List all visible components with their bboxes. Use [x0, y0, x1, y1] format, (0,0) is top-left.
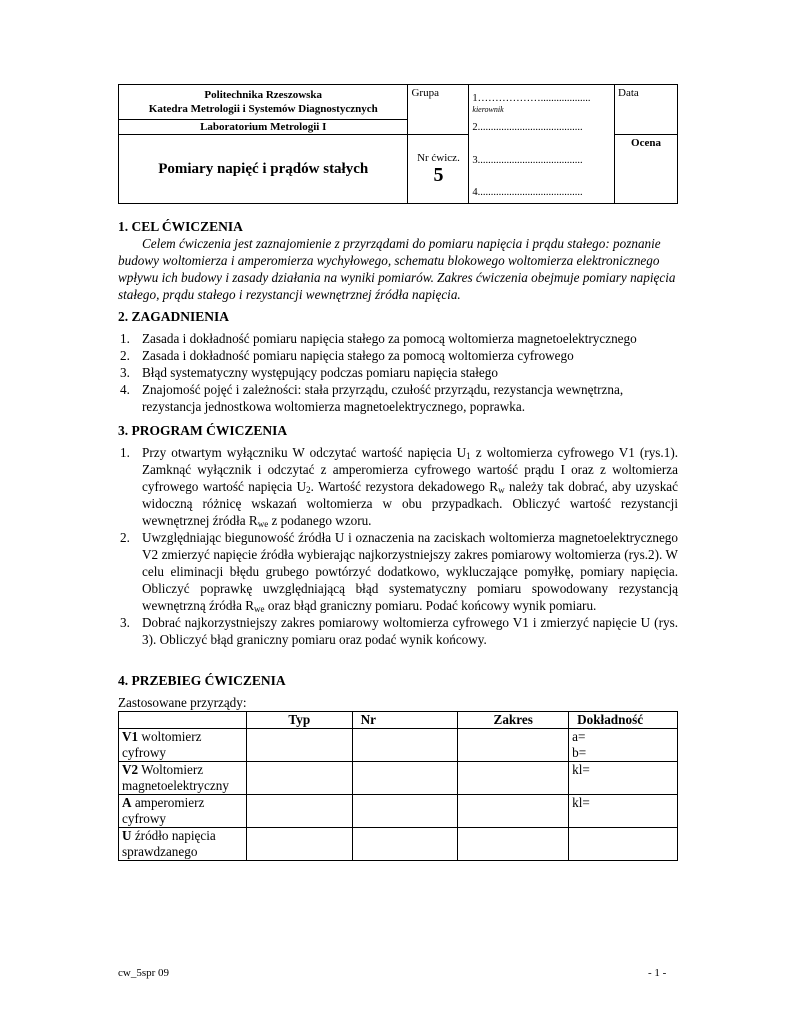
list-item: 1. Zasada i dokładność pomiaru napięcia stałego za pomocą woltomierza magnetoelektrycznego: [120, 331, 637, 346]
list-item: 4. Znajomość pojęć i zależności: stała przyrządu, czułość przyrządu, rezystancja wewnętrzna, rezystancja jednostkowa woltomierza magnetoelektrycznego, poprawka.: [120, 382, 624, 414]
table-row: [119, 762, 678, 795]
accuracy-cell[interactable]: kl=: [569, 795, 678, 828]
university-name: Politechnika Rzeszowska: [204, 89, 323, 101]
date-label: Data: [618, 87, 639, 99]
nr-cell[interactable]: [352, 828, 458, 861]
name-line-4: 4........................................: [472, 187, 583, 198]
exercise-number: 5: [433, 164, 444, 186]
list-item: 2. Uwzględniając biegunowość źródła U i oznaczenia na zaciskach woltomierza magnetoelektrycznego V2 zmierzyć napięcie źródła wybierając najkorzystniejszy zakres pomiarowy woltomierza (rys.2). W celu eliminacji błędu grubego powtórzyć dodatkowo, wykluczające pomyłkę, pomiary napięcia. Obliczyć poprawkę uwzględniającą błąd systematyczny pomiaru spowodowany rezystancją wewnętrzną źródła $R_{we}$ oraz błąd graniczny pomiaru. Podać końcowy wynik pomiaru.: [120, 530, 678, 614]
list-item: 2. Zasada i dokładność pomiaru napięcia stałego za pomocą woltomierza cyfrowego: [120, 348, 574, 363]
list-item: 1. Przy otwartym wyłączniku W odczytać wartość napięcia $U_1$ z woltomierza cyfrowego V1 (rys.1). Zamknąć wyłącznik i odczytać z amperomierza cyfrowego wartość prądu I oraz z woltomierza cyfrowego wartość napięcia $U_2$. Wartość rezystora dekadowego $R_w$ należy tak dobrać, aby uzyskać widoczną różnicę wskazań woltomierza w obu przypadkach. Obliczyć wartość rezystancji wewnętrznej źródła $R_{we}$ z podanego wzoru.: [120, 445, 679, 529]
exercise-number-cell: [408, 135, 469, 204]
exercise-label: Nr ćwicz.: [417, 152, 460, 164]
table-row: [119, 828, 678, 861]
laboratory-name: Laboratorium Metrologii I: [119, 120, 408, 135]
table-header-row: [119, 712, 678, 729]
table-row: [119, 729, 678, 762]
table-row: [119, 795, 678, 828]
accuracy-cell[interactable]: [569, 828, 678, 861]
equipment-table: [118, 711, 678, 861]
accuracy-cell[interactable]: kl=: [569, 762, 678, 795]
group-cell: [408, 85, 469, 135]
grade-label: Ocena: [631, 137, 661, 149]
name-line-1: 1………………...................: [472, 93, 591, 104]
device-cell: V1 woltomierz cyfrowy: [119, 729, 247, 762]
page-number: - 1 -: [648, 967, 667, 979]
section-1-title: 1. CEL ĆWICZENIA: [118, 219, 243, 234]
department-name: Katedra Metrologii i Systemów Diagnostycznych: [148, 103, 378, 115]
program-list: [118, 444, 678, 648]
type-cell[interactable]: [246, 828, 352, 861]
accuracy-cell[interactable]: a= b=: [569, 729, 678, 762]
main-content: [118, 218, 678, 861]
names-cell: [469, 85, 615, 204]
nr-cell[interactable]: [352, 762, 458, 795]
date-cell: [615, 85, 678, 135]
equipment-intro: Zastosowane przyrządy:: [118, 695, 247, 710]
exercise-title: Pomiary napięć i prądów stałych: [119, 135, 408, 204]
issues-list: [118, 330, 678, 415]
range-cell[interactable]: [458, 828, 569, 861]
device-cell: U źródło napięcia sprawdzanego: [119, 828, 247, 861]
nr-cell[interactable]: [352, 729, 458, 762]
range-cell[interactable]: [458, 762, 569, 795]
device-cell: A amperomierz cyfrowy: [119, 795, 247, 828]
institution-cell: [119, 85, 408, 120]
range-cell[interactable]: [458, 795, 569, 828]
name-line-3: 3........................................: [472, 155, 583, 166]
range-cell[interactable]: [458, 729, 569, 762]
footer-filename: cw_5spr 09: [118, 967, 170, 979]
group-label: Grupa: [411, 87, 439, 99]
header-table: [118, 84, 678, 204]
type-cell[interactable]: [246, 795, 352, 828]
col-header-accuracy: Dokładność: [569, 712, 678, 729]
leader-label: kierownik: [472, 105, 504, 114]
type-cell[interactable]: [246, 762, 352, 795]
section-3-title: 3. PROGRAM ĆWICZENIA: [118, 423, 288, 438]
col-header-device: [119, 712, 247, 729]
list-item: 3. Błąd systematyczny występujący podczas pomiaru napięcia stałego: [120, 365, 498, 380]
list-item: 3. Dobrać najkorzystniejszy zakres pomiarowy woltomierza cyfrowego V1 i zmierzyć napięcie U (rys. 3). Obliczyć błąd graniczny pomiaru oraz podać wynik końcowy.: [120, 615, 678, 647]
col-header-nr: Nr: [352, 712, 458, 729]
section-2-title: 2. ZAGADNIENIA: [118, 309, 230, 324]
grade-cell: [615, 135, 678, 204]
nr-cell[interactable]: [352, 795, 458, 828]
col-header-type: Typ: [246, 712, 352, 729]
section-4-title: 4. PRZEBIEG ĆWICZENIA: [118, 673, 286, 688]
name-line-2: 2........................................: [472, 122, 583, 133]
col-header-range: Zakres: [458, 712, 569, 729]
section-1-text: Celem ćwiczenia jest zaznajomienie z przyrządami do pomiaru napięcia i prądu stałego: poznanie budowy woltomierza i amperomierza wychyłowego, schematu blokowego woltomierza elektronicznego wpływu ich budowy i zasady działania na wyniki pomiarów. Zakres ćwiczenia obejmuje pomiary napięcia stałego, prądu stałego i rezystancji wewnętrznej źródła napięcia.: [118, 236, 676, 302]
type-cell[interactable]: [246, 729, 352, 762]
device-cell: V2 Woltomierz magnetoelektryczny: [119, 762, 247, 795]
